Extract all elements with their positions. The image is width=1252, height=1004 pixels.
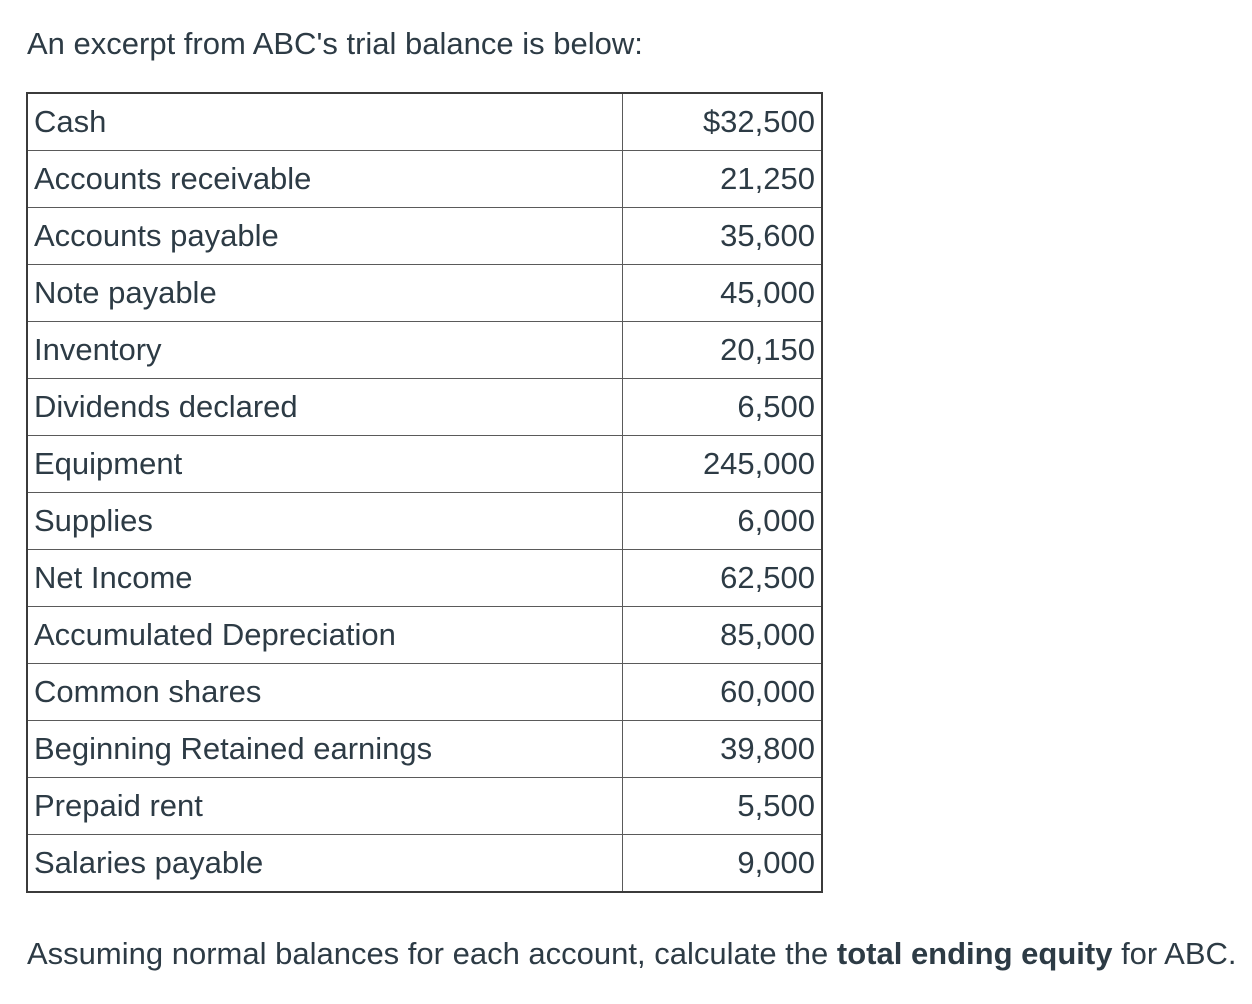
table-row	[27, 151, 822, 208]
trial-balance-table	[26, 92, 823, 893]
account-amount: 20,150	[622, 322, 822, 379]
table-row	[27, 208, 822, 265]
question-prefix: Assuming normal balances for each account, calculate the	[27, 936, 837, 971]
account-amount: 62,500	[622, 550, 822, 607]
account-amount: 60,000	[622, 664, 822, 721]
account-name: Salaries payable	[27, 835, 622, 893]
table-row	[27, 778, 822, 835]
account-name: Inventory	[27, 322, 622, 379]
table-row	[27, 550, 822, 607]
account-name: Common shares	[27, 664, 622, 721]
account-amount: 245,000	[622, 436, 822, 493]
intro-text: An excerpt from ABC's trial balance is below:	[27, 26, 643, 61]
account-name: Note payable	[27, 265, 622, 322]
table-row	[27, 322, 822, 379]
account-name: Equipment	[27, 436, 622, 493]
question-text	[27, 934, 1237, 974]
account-name: Prepaid rent	[27, 778, 622, 835]
question-suffix: for ABC.	[1112, 936, 1237, 971]
account-name: Net Income	[27, 550, 622, 607]
table-row	[27, 379, 822, 436]
account-name: Cash	[27, 93, 622, 151]
account-amount: 6,500	[622, 379, 822, 436]
account-name: Accounts receivable	[27, 151, 622, 208]
table-row	[27, 607, 822, 664]
account-amount: 85,000	[622, 607, 822, 664]
account-amount: 9,000	[622, 835, 822, 893]
account-name: Beginning Retained earnings	[27, 721, 622, 778]
table-row	[27, 664, 822, 721]
table-row	[27, 265, 822, 322]
table-row	[27, 835, 822, 893]
table-row	[27, 93, 822, 151]
account-amount: 6,000	[622, 493, 822, 550]
account-name: Accounts payable	[27, 208, 622, 265]
table-row	[27, 436, 822, 493]
table-row	[27, 721, 822, 778]
account-amount: 45,000	[622, 265, 822, 322]
account-amount: 35,600	[622, 208, 822, 265]
account-amount: 39,800	[622, 721, 822, 778]
account-amount: 5,500	[622, 778, 822, 835]
account-name: Supplies	[27, 493, 622, 550]
account-amount: $32,500	[622, 93, 822, 151]
question-emphasis: total ending equity	[836, 936, 1113, 971]
account-name: Accumulated Depreciation	[27, 607, 622, 664]
account-amount: 21,250	[622, 151, 822, 208]
account-name: Dividends declared	[27, 379, 622, 436]
table-row	[27, 493, 822, 550]
